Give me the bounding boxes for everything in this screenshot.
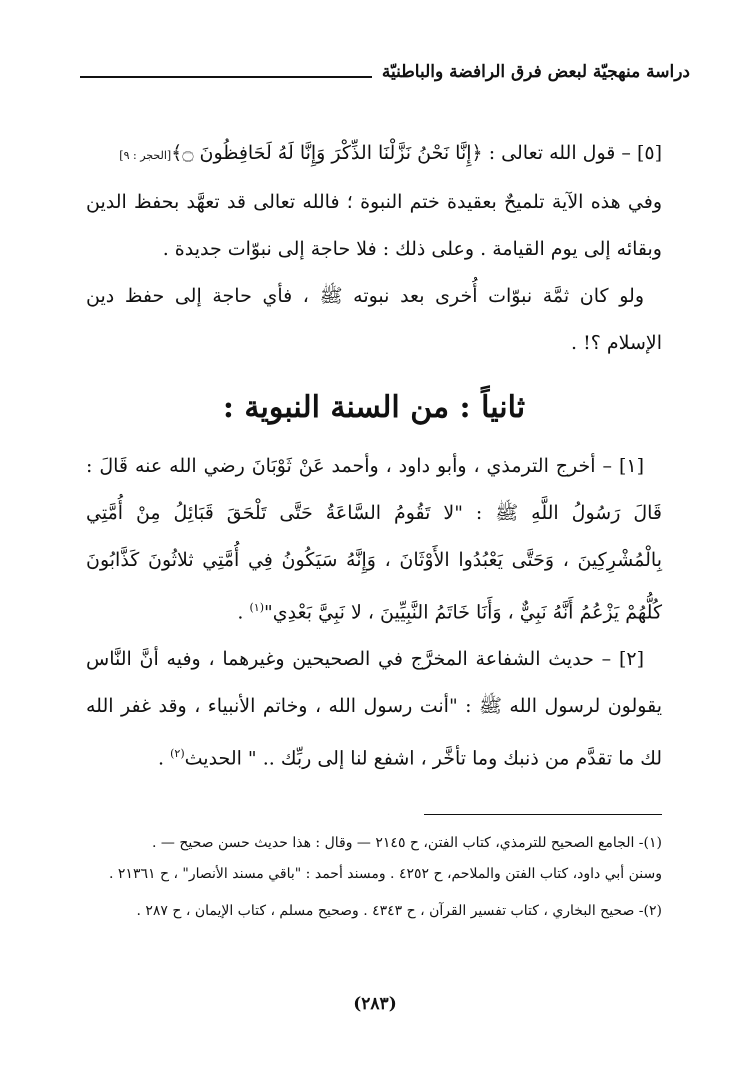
- footnote-1-line-2: وسنن أبي داود، كتاب الفتن والملاحم، ح ٤٢٥٢ . ومسند أحمد : "باقي مسند الأنصار" ، ح ٢١٣٦١ .: [109, 866, 662, 882]
- footnote-2: (٢)- صحيح البخاري ، كتاب تفسير القرآن ، ح ٤٣٤٣ . وصحيح مسلم ، كتاب الإيمان ، ح ٢٨٧ .: [136, 903, 662, 919]
- quran-verse: ﴿إِنَّا نَحْنُ نَزَّلْنَا الذِّكْرَ وَإِنَّا لَهُ لَحَافِظُونَ ۝﴾: [171, 142, 483, 164]
- hadith-item-1: [86, 443, 662, 636]
- hadith-item-2: [86, 636, 662, 782]
- heading-part-2: من السنة النبوية: [244, 390, 450, 425]
- item-5-label: [٥] – قول الله تعالى :: [482, 142, 662, 164]
- header-rule: [80, 76, 372, 78]
- heading-part-3: :: [222, 390, 245, 425]
- header-title: دراسة منهجيّة لبعض فرق الرافضة والباطنيّة: [381, 62, 690, 82]
- item-5-verse: [86, 130, 662, 179]
- paragraph-2: ولو كان ثمَّة نبوّات أُخرى بعد نبوته ﷺ ، فأي حاجة إلى حفظ دين الإسلام ؟! .: [86, 285, 662, 354]
- hadith-item-1-text: [١] – أخرج الترمذي ، وأبو داود ، وأحمد عَنْ ثَوْبَانَ رضي الله عنه قَالَ : قَالَ رَسُولُ اللَّهِ ﷺ : "لا تَقُومُ السَّاعَةُ حَتَّى تَلْحَقَ قَبَائِلُ مِنْ أُمَّتِي بِالْمُشْرِكِينَ ، وَحَتَّى يَعْبُدُوا الأَوْثَانَ ، وَإِنَّهُ سَيَكُونُ فِي أُمَّتِي ثلاثُونَ كَذَّابُونَ كُلُّهُمْ يَزْعُمُ أَنَّهُ نَبِيٌّ ، وَأَنَا خَاتَمُ النَّبِيِّينَ ، لا نَبِيَّ بَعْدِي": [86, 455, 662, 624]
- hadith-item-1-end: .: [237, 601, 250, 624]
- hadith-item-2-end: .: [158, 747, 171, 770]
- running-header: [80, 58, 690, 86]
- section-heading: [86, 377, 662, 439]
- footnotes: [86, 828, 662, 933]
- verse-reference: [الحجر : ٩]: [119, 149, 172, 162]
- page-number: (٢٨٣): [353, 994, 397, 1014]
- footnote-marker-1: (١): [249, 601, 264, 614]
- hadith-item-2-text: [٢] – حديث الشفاعة المخرَّج في الصحيحين وغيرهما ، وفيه أنَّ النَّاس يقولون لرسول الله ﷺ : "أنت رسول الله ، وخاتم الأنبياء ، وقد غفر الله لك ما تقدَّم من ذنبك وما تأخَّر ، اشفع لنا إلى ربِّك .. " الحديث: [86, 648, 662, 770]
- footnote-marker-2: (٢): [170, 747, 185, 761]
- heading-part-1: ثانياً :: [449, 390, 526, 425]
- paragraph-1: وفي هذه الآية تلميحٌ بعقيدة ختم النبوة ؛ فالله تعالى قد تعهَّد بحفظ الدين وبقائه إلى يوم القيامة . وعلى ذلك : فلا حاجة إلى نبوّات جديدة .: [86, 191, 662, 260]
- footnote-separator: [424, 814, 662, 815]
- footnote-1-line-1: (١)- الجامع الصحيح للترمذي، كتاب الفتن، ح ٢١٤٥ — وقال : هذا حديث حسن صحيح — .: [152, 835, 662, 851]
- main-text: [86, 130, 662, 783]
- footnote-1: [86, 828, 662, 890]
